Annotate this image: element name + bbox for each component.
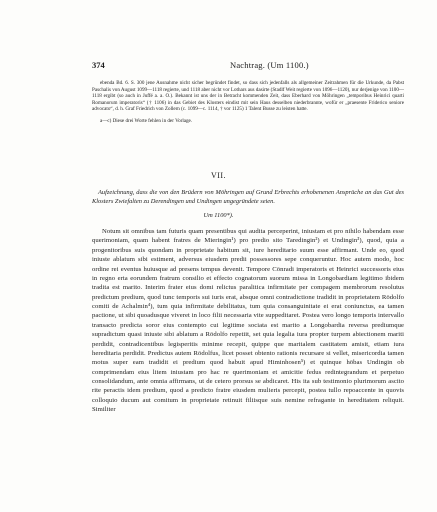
- page-number: 374: [92, 60, 105, 70]
- body-paragraph: Notum sit omnibus tam futuris quam presentibus qui audita perceperint, iniustam et pro nihilo habendam esse querimoniam, quam habent fratres de Mieringin¹) pro predio sito Taredingin²) et Undingin³), quod, quia a progenitoribus suis quondam in proprietate habitum sit, iure hereditario suum esse affirmant. Unde eo, quod iniuste ablatum sibi estiment, adversus eiusdem predii possessores sepe conqueruntur. Hoc autem modo, hoc ordine rei eventus huiusque ad presens tempus devenit. Tempore Cōnradi imperatoris et Heinrici successoris eius in regno erta eorundem fratrum consilio et effecto cognatorum suorum missa in Longobardiam legitimo ibidem tradita est marito. Interim frater eius domi relictus paralitica infirmitate per compagem membrorum resolutus predictum predium, quod tunc temporis sui iuris erat, absque omni contradictione tradidit in proprietatem Rōdolfo comiti de Achalmin⁴), tum quia infirmitate debilitatus, tum quia consanguinitate ei erat coniunctus, ea tamen pactione, ut sibi quoadusque viveret in loco filii necessaria vite suppeditaret. Postea vero longo temporis intervallo transacto predicta soror eius contempto cui legitime sociata est marito a Longobardia reversa prediumque supradictum quasi iniuste sibi ablatum a Rōdolfo repetiit, set quia legalia iura propter turpem abiectionem mariti perdidit, contradicentibus legisperitis minime recepit, quippe que maritalem castitatem amisit, etiam iura hereditaria perdidit. Predictus autem Rōdolfus, licet posset obtento rationis recursare si vellet, misericordia tamen motus super eam tradidit ei predium quod habuit apud Himinhosen⁵) et quinque hōbas Undingin ob comprimendam eius litem iniustam pro hac re querimoniam et amicitie fedus redintegrandum et perpetuo consolidandum, ante omnia affirmans, ut de cetero prorsus se abdicaret. His ita sub testimonio plurimorum ascito rite peractis idem predium, quod a predicto fratre eiusdem mulieris percepit, postea tullo repoaccente in quovis colloquio ducum aut comitum in proprietate retinuit filiisque suis nemine refragante in hereditatem reliquit. Similiter: [92, 228, 404, 414]
- footnote-text: ebenda Bd. 6. S. 300 jene Ausnahme nicht sicher begründet findet, so dass sich jedenfalls als allgemeiner Zeitrahmen für die Urkunde, da Pabst Paschalis von August 1099—1118 regierte, und 1118 aber nicht vor Lothars aus dasirte (Stadlf Weit regierte von 1096—1120), nur derjenige von 1100—1118 ergibt (so auch in Juffé a. a. O.). Bekannt ist uns der in Betracht kommenden Zeit, dass Eberhard von Möhringen „temporibus Heinrici quarti Romanorum imperatoris“ († 1106) in das Gebiet des Klosters eindist mit sein Haus desselben niederbrannte, wofür er „praesente Friderico seniore advocato“, d. h. Graf Friedrich von Zollern (c. 1099—c. 1114, † vor 1125) 1 Talent Busse zu leisten hatte.: [92, 80, 404, 113]
- running-title: Nachtrag. (Um 1100.): [230, 60, 309, 70]
- section-date: Um 1100*).: [203, 212, 234, 219]
- footnotes: [92, 80, 404, 125]
- body-text: [92, 227, 404, 415]
- section-heading-text: Aufzeichnung, dass die von den Brüdern von Möhringen auf Grund Erbrechts erhobenenen Ansprüche an das Gut des Klosters Zwiefalten zu Derendingen und Undingen ungegründete seien.: [92, 189, 404, 206]
- section-heading: [92, 188, 404, 207]
- section-number: VII.: [210, 171, 227, 180]
- footnote-text: a—c) Diese drei Worte fehlen in der Vorlage.: [100, 117, 193, 124]
